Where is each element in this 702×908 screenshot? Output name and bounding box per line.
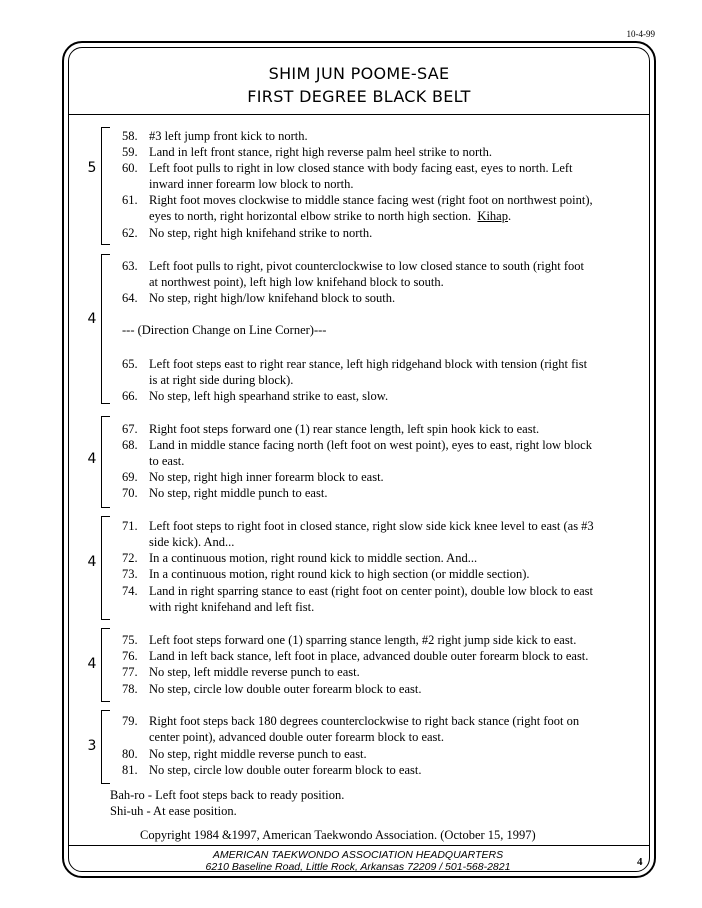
step-text: No step, left high spearhand strike to east, slow. <box>149 389 389 403</box>
step-number: 68. <box>122 438 138 452</box>
step-number: 75. <box>122 633 138 647</box>
step-text: at northwest point), left high low knifehand block to south. <box>149 275 444 289</box>
group-bracket <box>101 628 110 702</box>
group-count: 4 <box>87 311 97 327</box>
step-number: 63. <box>122 259 138 273</box>
step-text: No step, left middle reverse punch to east. <box>149 665 360 679</box>
step-text: Left foot steps east to right rear stance, left high ridgehand block with tension (right fist <box>149 357 588 371</box>
step-text: Left foot steps to right foot in closed stance, right slow side kick knee level to east (as #3 <box>149 519 594 533</box>
step-number: 65. <box>122 357 138 371</box>
step-text: side kick). And... <box>149 535 235 549</box>
group-bracket <box>101 416 110 508</box>
step-number: 74. <box>122 584 138 598</box>
step-number: 73. <box>122 567 138 581</box>
step-text: No step, circle low double outer forearm block to east. <box>149 763 422 777</box>
title-divider <box>69 114 649 115</box>
kihap-period: . <box>507 209 512 223</box>
step-text: Land in middle stance facing north (left foot on west point), eyes to east, right low block <box>149 438 592 452</box>
closing-line: Bah-ro - Left foot steps back to ready position. <box>110 788 345 802</box>
group-count: 4 <box>87 554 97 570</box>
group-bracket <box>101 127 110 245</box>
step-text: In a continuous motion, right round kick to high section (or middle section). <box>149 567 530 581</box>
footer-address: 6210 Baseline Road, Little Rock, Arkansas 72209 / 501-568-2821 <box>205 861 511 873</box>
step-number: 62. <box>122 226 138 240</box>
step-text: In a continuous motion, right round kick to middle section. And... <box>149 551 478 565</box>
step-number: 67. <box>122 422 138 436</box>
step-number: 79. <box>122 714 138 728</box>
step-text: Land in right sparring stance to east (right foot on center point), double low block to east <box>149 584 593 598</box>
step-text <box>149 208 511 224</box>
group-count: 3 <box>87 738 97 754</box>
step-text: Land in left back stance, left foot in place, advanced double outer forearm block to east. <box>149 649 589 663</box>
step-text: No step, right high knifehand strike to north. <box>149 226 373 240</box>
step-number: 61. <box>122 193 138 207</box>
step-text: #3 left jump front kick to north. <box>149 129 308 143</box>
step-text: Right foot steps forward one (1) rear stance length, left spin hook kick to east. <box>149 422 540 436</box>
group-count: 5 <box>87 160 97 176</box>
step-number: 69. <box>122 470 138 484</box>
date-stamp: 10-4-99 <box>626 29 655 39</box>
footer-divider <box>69 845 649 846</box>
direction-change-note: --- (Direction Change on Line Corner)--- <box>122 323 327 337</box>
step-text: No step, right high inner forearm block to east. <box>149 470 384 484</box>
step-number: 78. <box>122 682 138 696</box>
group-bracket <box>101 254 110 404</box>
step-text: No step, right middle punch to east. <box>149 486 328 500</box>
step-text: inward inner forearm low block to north. <box>149 177 354 191</box>
step-text: No step, circle low double outer forearm block to east. <box>149 682 422 696</box>
group-bracket <box>101 516 110 620</box>
step-number: 80. <box>122 747 138 761</box>
step-text: Left foot pulls to right in low closed stance with body facing east, eyes to north. Left <box>149 161 573 175</box>
step-number: 70. <box>122 486 138 500</box>
step-number: 66. <box>122 389 138 403</box>
step-text: No step, right middle reverse punch to east. <box>149 747 367 761</box>
step-number: 77. <box>122 665 138 679</box>
step-text: Land in left front stance, right high reverse palm heel strike to north. <box>149 145 492 159</box>
page-title: SHIM JUN POOME-SAE <box>268 64 450 83</box>
step-text-part: eyes to north, right horizontal elbow strike to north high section. <box>149 209 472 223</box>
step-text: to east. <box>149 454 185 468</box>
step-text: center point), advanced double outer forearm block to east. <box>149 730 445 744</box>
copyright-text: Copyright 1984 &1997, American Taekwondo Association. (October 15, 1997) <box>140 828 536 842</box>
step-text: is at right side during block). <box>149 373 294 387</box>
step-number: 76. <box>122 649 138 663</box>
step-text: No step, right high/low knifehand block to south. <box>149 291 396 305</box>
step-text: Right foot steps back 180 degrees counterclockwise to right back stance (right foot on <box>149 714 580 728</box>
step-text: Right foot moves clockwise to middle stance facing west (right foot on northwest point), <box>149 193 593 207</box>
footer-organization: AMERICAN TAEKWONDO ASSOCIATION HEADQUARTERS <box>212 849 504 861</box>
kihap-label: Kihap <box>477 209 508 223</box>
group-count: 4 <box>87 451 97 467</box>
step-text: Left foot pulls to right, pivot counterclockwise to low closed stance to south (right foot <box>149 259 584 273</box>
closing-line: Shi-uh - At ease position. <box>110 804 237 818</box>
page-subtitle: FIRST DEGREE BLACK BELT <box>247 87 471 106</box>
step-number: 72. <box>122 551 138 565</box>
page-number: 4 <box>637 856 643 868</box>
step-number: 58. <box>122 129 138 143</box>
step-number: 64. <box>122 291 138 305</box>
step-number: 71. <box>122 519 138 533</box>
step-number: 81. <box>122 763 138 777</box>
step-text: Left foot steps forward one (1) sparring stance length, #2 right jump side kick to east. <box>149 633 577 647</box>
group-count: 4 <box>87 656 97 672</box>
group-bracket <box>101 710 110 784</box>
step-number: 59. <box>122 145 138 159</box>
step-number: 60. <box>122 161 138 175</box>
step-text: with right knifehand and left fist. <box>149 600 315 614</box>
